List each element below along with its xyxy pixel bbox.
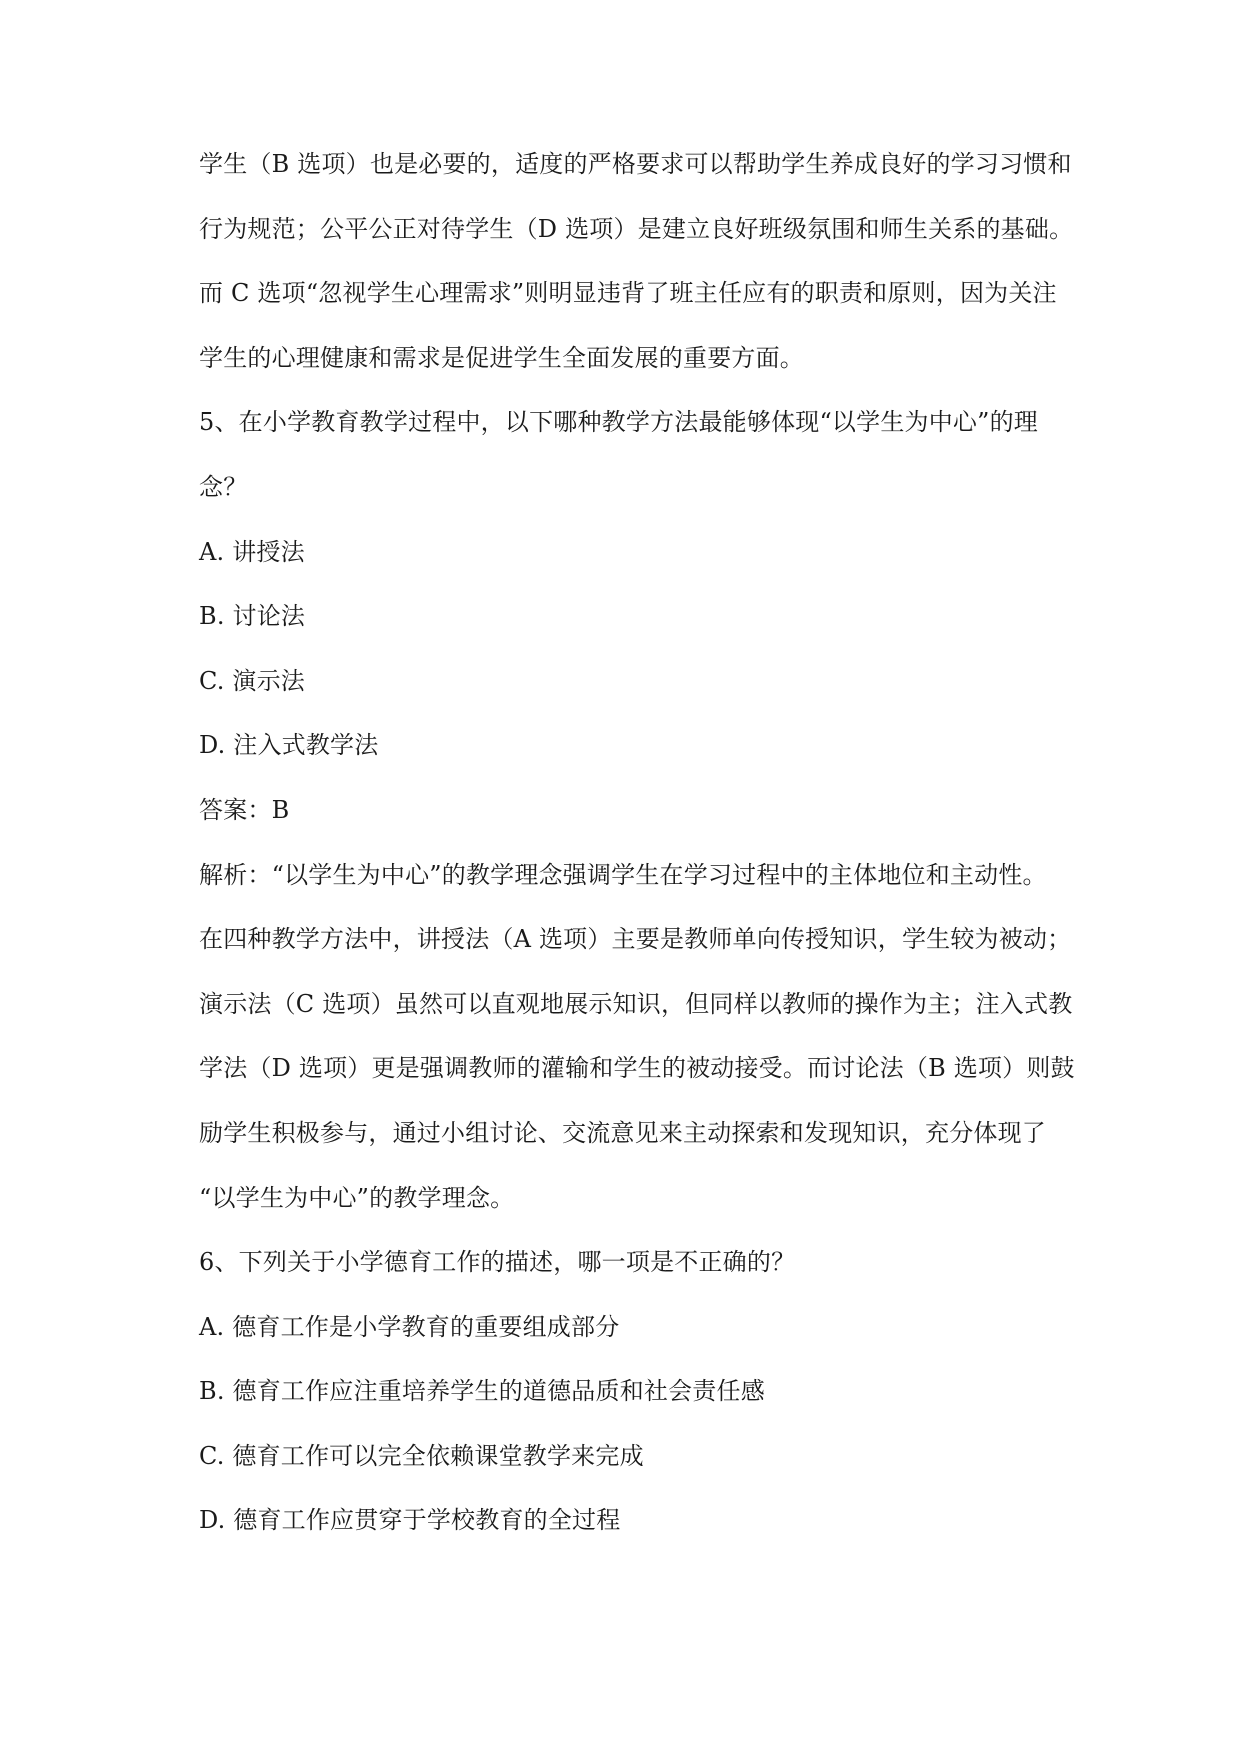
document-body — [199, 140, 1099, 1561]
question-5-option-a: A. 讲授法 — [199, 537, 305, 566]
question-5-answer: 答案：B — [199, 795, 290, 824]
question-5-option-d: D. 注入式教学法 — [199, 731, 379, 760]
question-5-explanation: 在四种教学方法中，讲授法（A 选项）主要是教师单向传授知识，学生较为被动； — [199, 925, 1072, 954]
question-5-explanation: 解析：“以学生为中心”的教学理念强调学生在学习过程中的主体地位和主动性。 — [199, 860, 1047, 889]
question-5-option-b: B. 讨论法 — [199, 602, 306, 631]
paragraph-line: 行为规范；公平公正对待学生（D 选项）是建立良好班级氛围和师生关系的基础。 — [199, 214, 1074, 243]
question-6-stem: 6、下列关于小学德育工作的描述，哪一项是不正确的？ — [199, 1248, 796, 1277]
question-5-option-c: C. 演示法 — [199, 666, 305, 695]
paragraph-line: 而 C 选项“忽视学生心理需求”则明显违背了班主任应有的职责和原则，因为关注 — [199, 279, 1057, 308]
question-5-explanation: “以学生为中心”的教学理念。 — [199, 1183, 515, 1212]
question-6-option-a: A. 德育工作是小学教育的重要组成部分 — [199, 1312, 620, 1341]
question-6-option-c: C. 德育工作可以完全依赖课堂教学来完成 — [199, 1441, 644, 1470]
question-6-option-b: B. 德育工作应注重培养学生的道德品质和社会责任感 — [199, 1377, 765, 1406]
question-5-explanation: 演示法（C 选项）虽然可以直观地展示知识，但同样以教师的操作为主；注入式教 — [199, 989, 1073, 1018]
question-6-option-d: D. 德育工作应贯穿于学校教育的全过程 — [199, 1506, 621, 1535]
question-5-stem: 念？ — [199, 472, 248, 501]
question-5-explanation: 学法（D 选项）更是强调教师的灌输和学生的被动接受。而讨论法（B 选项）则鼓 — [199, 1054, 1075, 1083]
paragraph-line: 学生（B 选项）也是必要的，适度的严格要求可以帮助学生养成良好的学习习惯和 — [199, 150, 1072, 178]
paragraph-line: 学生的心理健康和需求是促进学生全面发展的重要方面。 — [199, 343, 804, 372]
question-5-explanation: 励学生积极参与，通过小组讨论、交流意见来主动探索和发现知识，充分体现了 — [199, 1118, 1046, 1147]
question-5-stem: 5、在小学教育教学过程中，以下哪种教学方法最能够体现“以学生为中心”的理 — [199, 408, 1039, 437]
